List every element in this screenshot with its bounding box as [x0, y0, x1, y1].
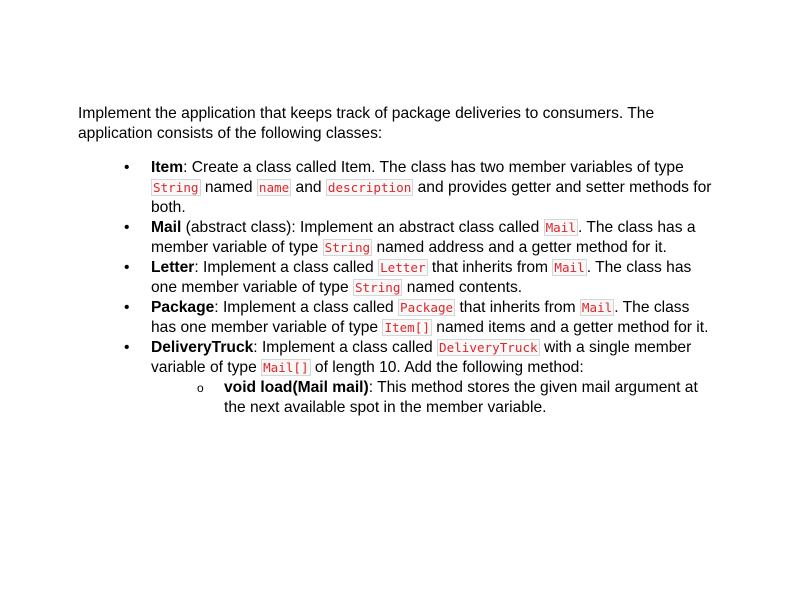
bullet-icon: • [124, 219, 130, 236]
inline-code: Mail [545, 220, 576, 235]
sub-bullet-icon: o [197, 381, 204, 395]
list-item [78, 218, 718, 258]
list-item [78, 258, 718, 298]
description-text: . The class has a member variable of type [151, 219, 696, 256]
inline-code: DeliveryTruck [439, 340, 538, 355]
class-name-term: Mail [151, 219, 182, 236]
description-text: . The class has one member variable of type [151, 259, 692, 296]
description-text: of length 10. Add the following method: [310, 359, 584, 376]
description-text: with a single member variable of type [151, 339, 692, 376]
bullet-icon: • [124, 299, 130, 316]
document-body [78, 104, 718, 418]
inline-code: String [354, 280, 401, 295]
list-item [78, 338, 718, 418]
description-text: : Implement a class called [194, 259, 379, 276]
bullet-icon: • [124, 259, 130, 276]
inline-code: description [327, 180, 412, 195]
bullet-icon: • [124, 339, 130, 356]
description-text: named address and a getter method for it. [372, 239, 667, 256]
description-text: : Create a class called Item. The class has two member variables of type [183, 159, 684, 176]
method-signature: void load(Mail mail) [224, 379, 369, 396]
description-text: that inherits from [455, 299, 580, 316]
inline-code: String [153, 180, 199, 195]
inline-code: Letter [380, 260, 426, 275]
list-item [78, 298, 718, 338]
description-text: . The class has one member variable of type [151, 299, 690, 336]
description-text: named contents. [402, 279, 523, 296]
class-name-term: DeliveryTruck [151, 339, 254, 356]
description-text: and provides getter and setter methods for both. [151, 179, 712, 216]
method-item [151, 378, 718, 418]
inline-code: Package [400, 300, 454, 315]
description-text: : Implement a class called [253, 339, 438, 356]
inline-code: Mail [554, 260, 585, 275]
class-list [78, 158, 718, 418]
description-text: : Implement a class called [214, 299, 399, 316]
description-text: named [200, 179, 257, 196]
description-text: and [291, 179, 326, 196]
description-text: named items and a getter method for it. [431, 319, 709, 336]
intro-paragraph: Implement the application that keeps track of package deliveries to consumers. The application consists of the following classes: [78, 105, 655, 142]
method-list [151, 378, 718, 418]
method-description: : This method stores the given mail argument at the next available spot in the member variable. [224, 379, 698, 416]
bullet-icon: • [124, 159, 130, 176]
inline-code: Mail [581, 300, 613, 315]
description-text: (abstract class): Implement an abstract class called [181, 219, 544, 236]
inline-code: String [324, 240, 371, 255]
class-name-term: Letter [151, 259, 195, 276]
class-name-term: Item [151, 159, 184, 176]
list-item [78, 158, 718, 218]
description-text: that inherits from [427, 259, 553, 276]
inline-code: name [258, 180, 290, 195]
inline-code: Mail[] [263, 360, 309, 375]
class-name-term: Package [151, 299, 215, 316]
inline-code: Item[] [384, 320, 430, 335]
